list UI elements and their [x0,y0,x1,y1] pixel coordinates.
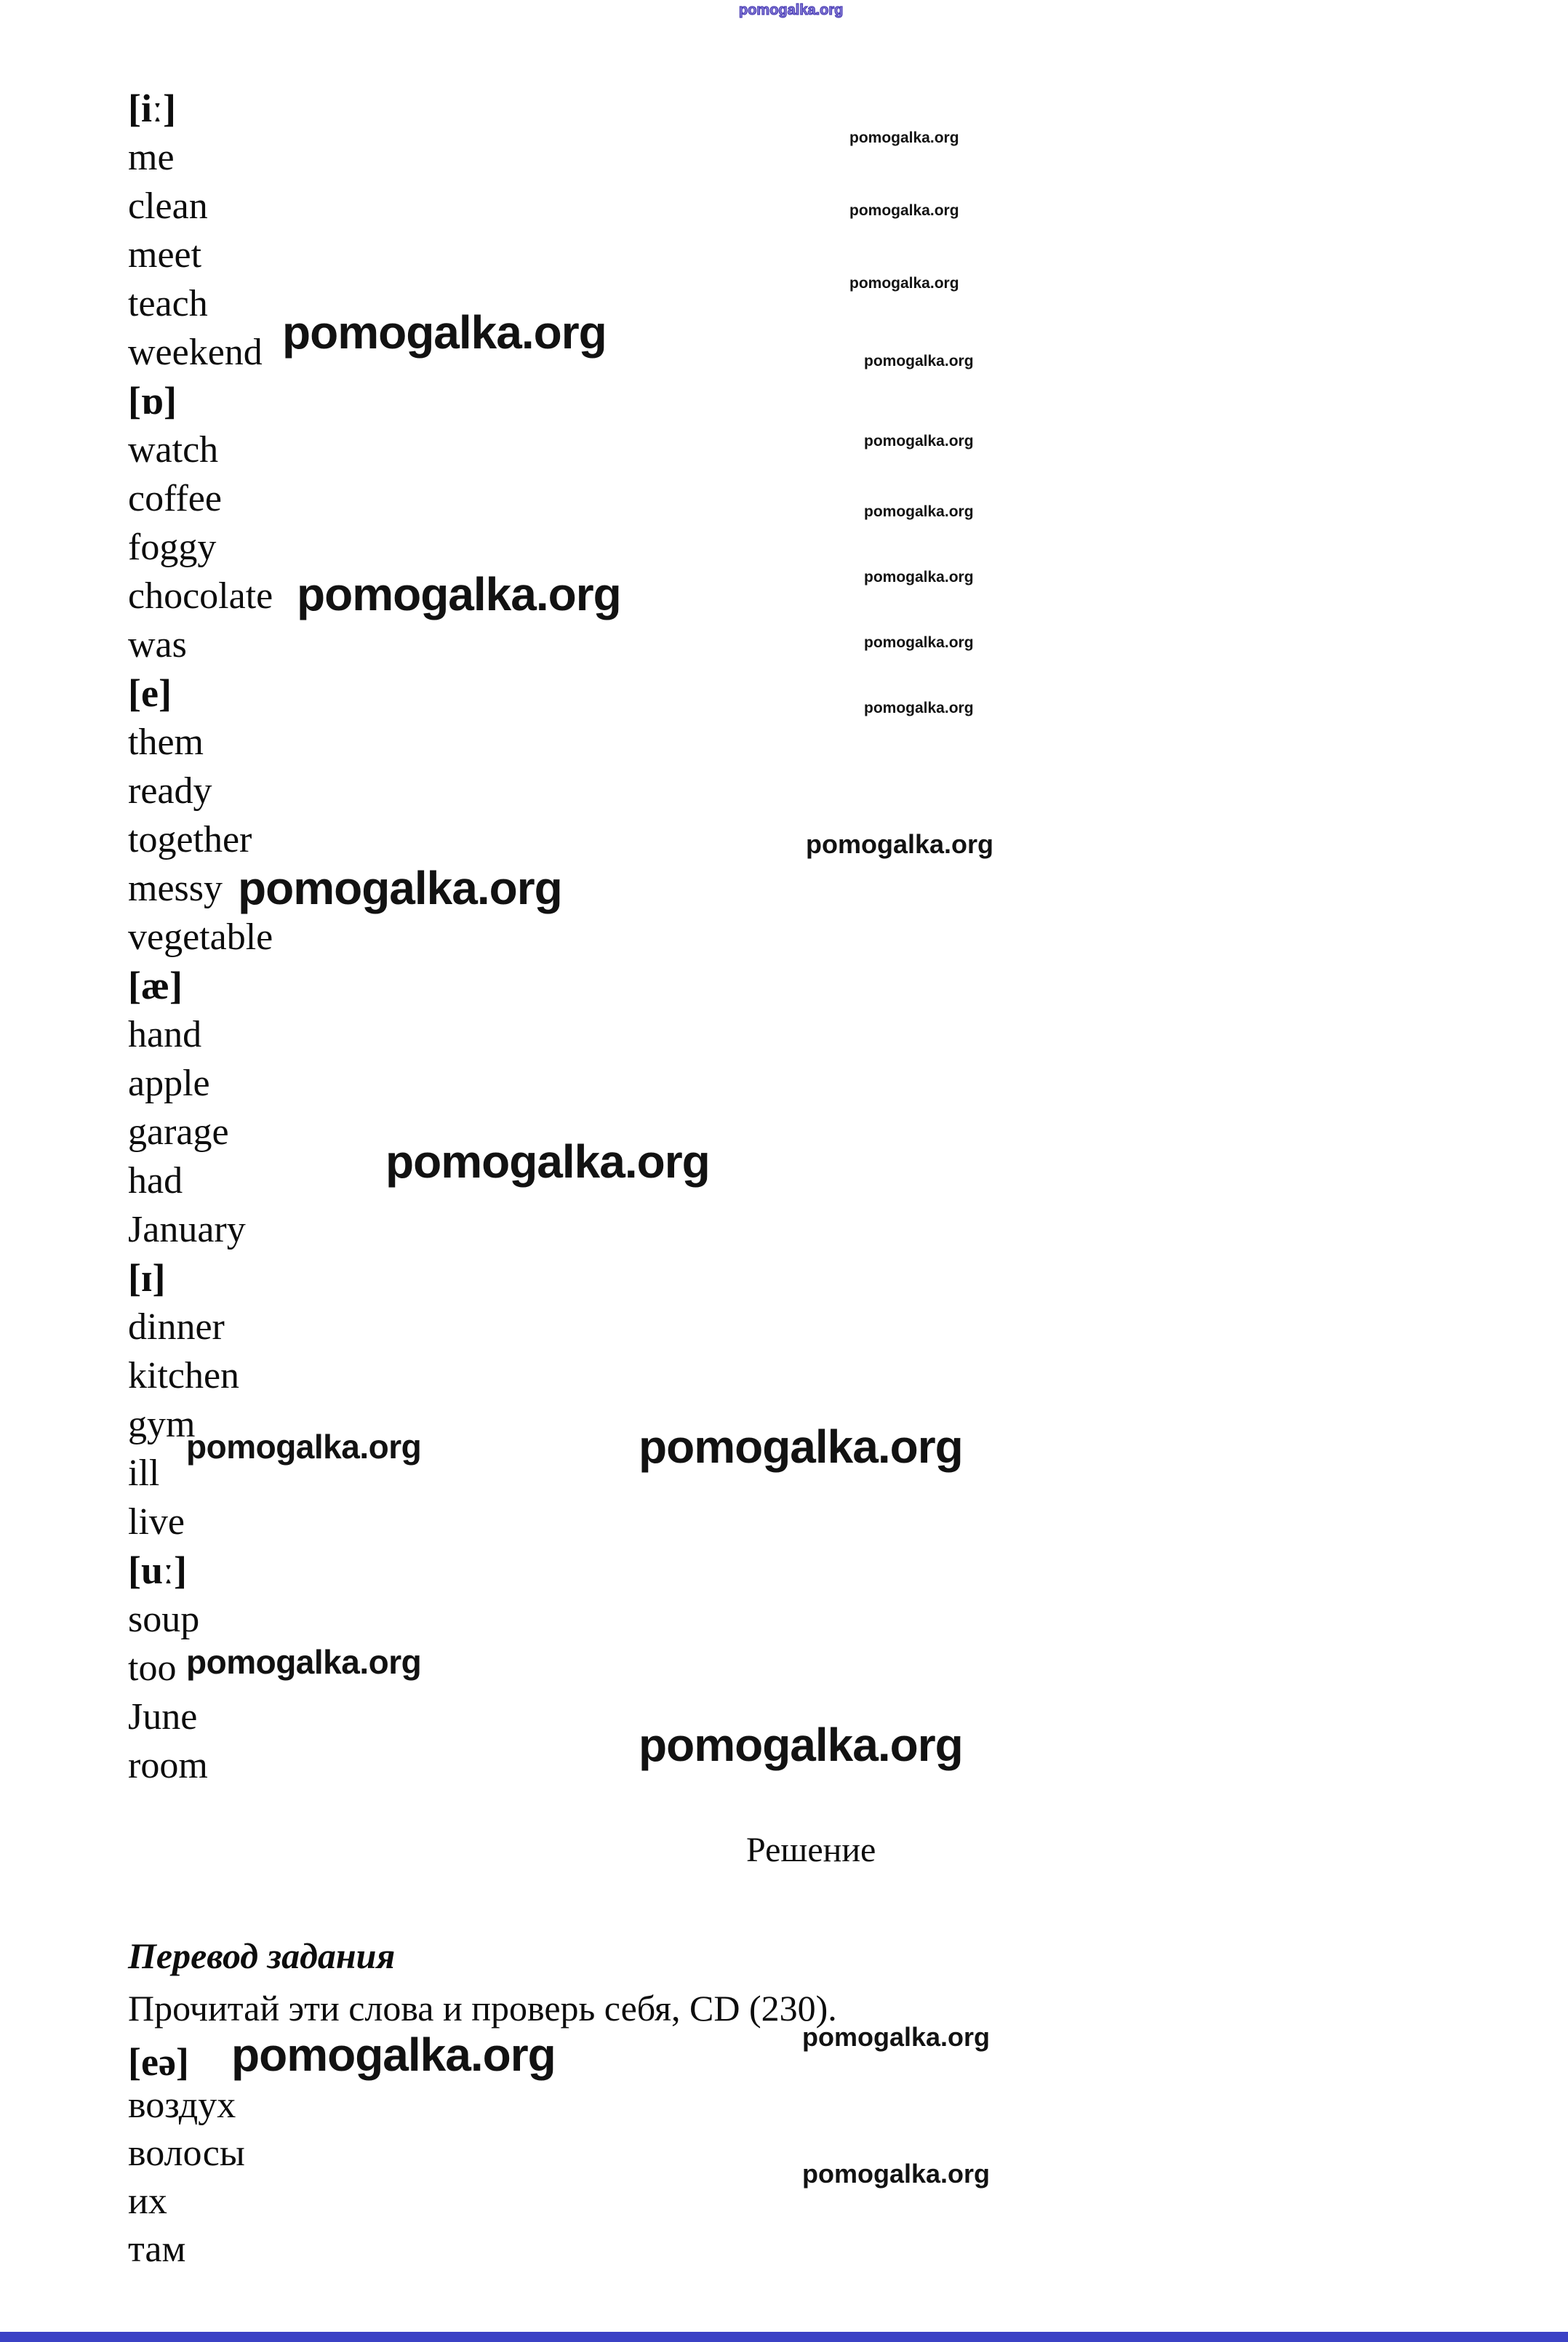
word-line: dinner [128,1306,225,1348]
watermark-small: pomogalka.org [864,634,974,651]
watermark-medium: pomogalka.org [186,1428,422,1466]
sound-label: [uː] [128,1548,187,1592]
russian-word-line: там [128,2229,186,2270]
watermark-small: pomogalka.org [849,202,959,219]
word-line: coffee [128,478,222,519]
translation-sound: [eə] [128,2040,189,2084]
word-line: chocolate [128,575,273,617]
sound-label: [æ] [128,964,183,1007]
watermark-large: pomogalka.org [639,1719,963,1771]
watermark-small: pomogalka.org [864,353,974,369]
russian-word-line: волосы [128,2133,245,2174]
word-line: too [128,1647,177,1689]
word-line: kitchen [128,1355,240,1396]
bottom-accent-bar [0,2332,1568,2342]
sound-label: [ɒ] [128,379,177,423]
watermark-small: pomogalka.org [864,700,974,716]
watermark-small: pomogalka.org [849,129,959,146]
watermark-large: pomogalka.org [238,862,562,914]
word-line: ill [128,1452,160,1494]
word-line: them [128,722,204,763]
word-line: live [128,1501,185,1543]
word-line: teach [128,283,208,324]
word-line: ready [128,770,212,812]
word-line: had [128,1160,183,1202]
watermark-top: pomogalka.org [739,2,844,18]
russian-word-line: их [128,2181,167,2222]
word-line: together [128,819,252,860]
watermark-large: pomogalka.org [639,1420,963,1473]
word-line: vegetable [128,916,273,958]
word-line: January [128,1209,246,1250]
word-line: foggy [128,527,217,568]
word-line: clean [128,185,208,227]
solution-label: Решение [746,1831,876,1869]
watermark-large: pomogalka.org [385,1135,710,1188]
word-line: garage [128,1111,229,1153]
sound-label: [e] [128,671,172,715]
watermark-small: pomogalka.org [864,433,974,449]
word-line: hand [128,1014,202,1055]
watermark-medium-right: pomogalka.org [802,2022,991,2052]
watermark-medium-right: pomogalka.org [806,829,994,859]
word-line: messy [128,868,223,909]
watermark-medium-right: pomogalka.org [802,2159,991,2189]
translation-heading: Перевод задания [128,1935,396,1976]
word-line: meet [128,234,202,276]
watermark-small: pomogalka.org [864,569,974,586]
watermark-small: pomogalka.org [849,275,959,292]
word-column [128,84,273,1790]
russian-word-list [128,2082,245,2274]
watermark-medium: pomogalka.org [186,1643,422,1681]
russian-word-line: воздух [128,2085,236,2126]
sound-label: [iː] [128,87,176,130]
word-line: was [128,624,187,666]
watermark-large: pomogalka.org [282,306,607,359]
word-line: room [128,1745,208,1786]
watermark-large: pomogalka.org [231,2029,556,2081]
watermark-small: pomogalka.org [864,503,974,520]
word-line: apple [128,1063,210,1104]
word-line: me [128,137,175,178]
word-line: watch [128,429,219,471]
word-line: gym [128,1404,196,1445]
word-line: weekend [128,332,263,373]
translation-instruction: Прочитай эти слова и проверь себя, CD (230). [128,1988,837,2029]
word-line: June [128,1696,198,1738]
word-line: soup [128,1599,200,1640]
watermark-large: pomogalka.org [297,568,621,620]
sound-label: [ɪ] [128,1256,166,1300]
